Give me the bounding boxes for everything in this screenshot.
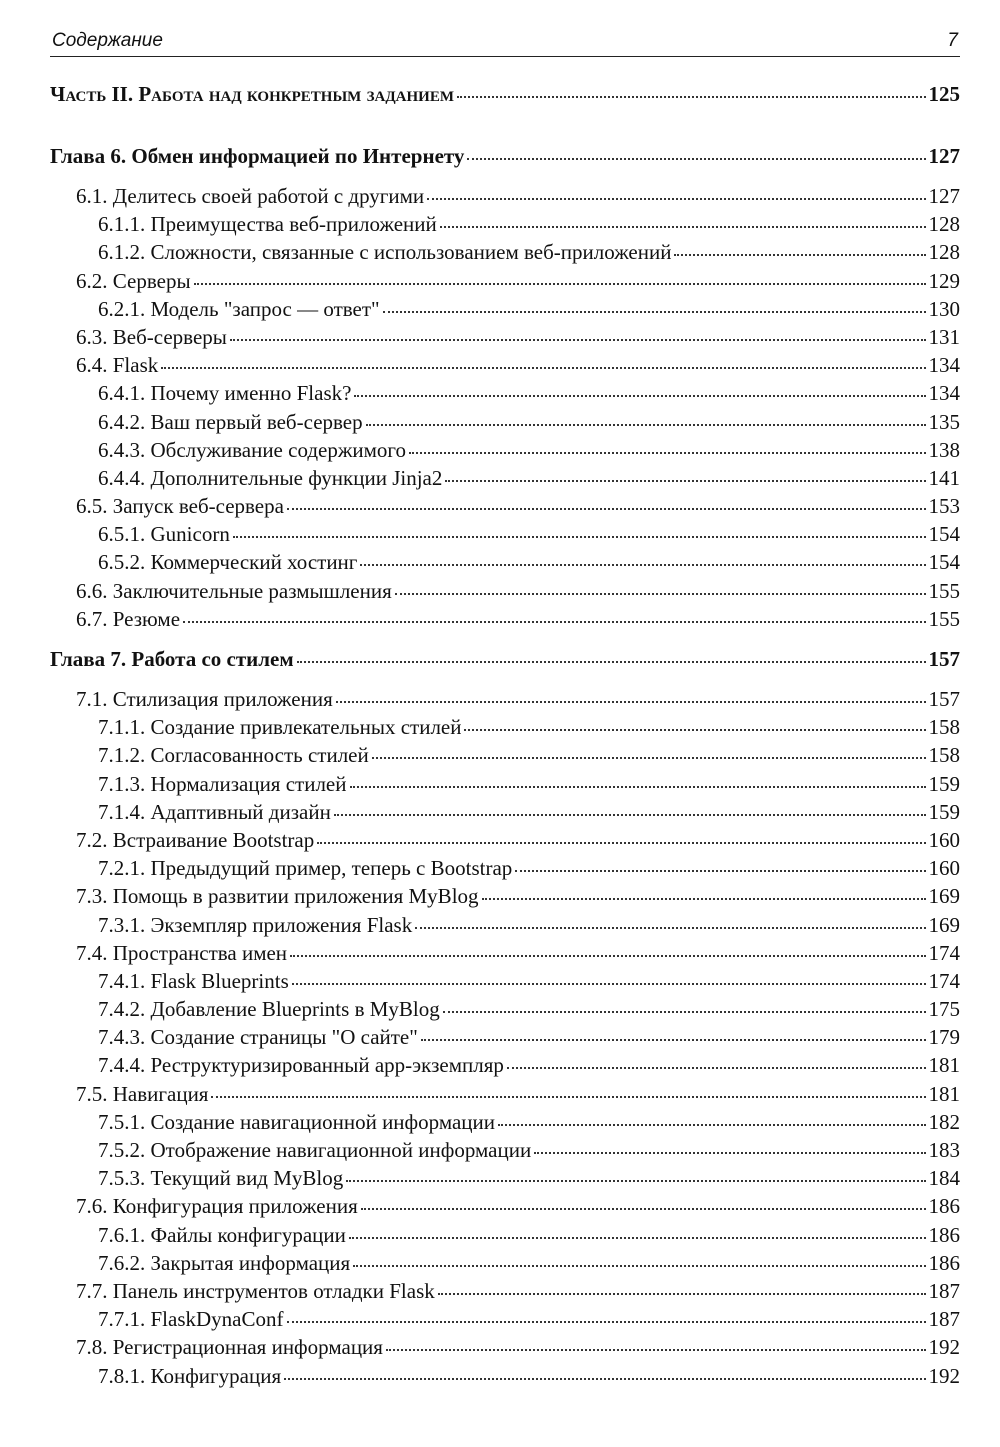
leader-dots <box>230 339 926 341</box>
leader-dots <box>443 1011 926 1013</box>
toc-entry-page: 186 <box>928 1250 960 1275</box>
leader-dots <box>366 424 926 426</box>
leader-dots <box>233 536 926 538</box>
toc-entry-page: 125 <box>928 82 960 106</box>
toc-section-entry[interactable] <box>50 267 960 295</box>
toc-section-entry[interactable] <box>50 1333 960 1361</box>
leader-dots <box>211 1096 925 1098</box>
leader-dots <box>445 480 925 482</box>
toc-entry-label: 6.4. Flask <box>76 353 159 378</box>
leader-dots <box>317 842 925 844</box>
leader-dots <box>427 198 925 200</box>
toc-entry-page: 184 <box>928 1166 960 1191</box>
toc-entry-label: 6.4.2. Ваш первый веб-сервер <box>98 409 363 434</box>
leader-dots <box>415 927 925 929</box>
leader-dots <box>290 955 925 957</box>
toc-entry-page: 157 <box>928 647 960 671</box>
running-header <box>50 28 960 57</box>
leader-dots <box>360 564 925 566</box>
toc-subsection-entry[interactable] <box>50 854 960 882</box>
toc-chapter-entry[interactable] <box>50 645 960 677</box>
toc-entry-label: 7.6.1. Файлы конфигурации <box>98 1222 346 1247</box>
toc-entry-label: 7.4.3. Создание страницы "О сайте" <box>98 1025 418 1050</box>
toc-entry-label: 6.1.2. Сложности, связанные с использованием веб-приложений <box>98 240 672 265</box>
toc-subsection-entry[interactable] <box>50 464 960 492</box>
toc-entry-label: 7.6.2. Закрытая информация <box>98 1250 351 1275</box>
toc-section-entry[interactable] <box>50 577 960 605</box>
leader-dots <box>421 1039 926 1041</box>
leader-dots <box>409 452 926 454</box>
toc-entry-page: 159 <box>928 799 960 824</box>
toc-entry-label: 7.4.1. Flask Blueprints <box>98 968 289 993</box>
toc-entry-page: 155 <box>928 578 960 603</box>
toc-entry-label: 6.4.4. Дополнительные функции Jinja2 <box>98 465 443 490</box>
toc-entry-label: 7.8. Регистрационная информация <box>76 1335 383 1360</box>
toc-entry-label: 7.1.4. Адаптивный дизайн <box>98 799 331 824</box>
toc-entry-page: 192 <box>928 1335 960 1360</box>
leader-dots <box>515 870 925 872</box>
toc-subsection-entry[interactable] <box>50 1051 960 1079</box>
leader-dots <box>464 729 925 731</box>
toc-section-entry[interactable] <box>50 882 960 910</box>
toc-entry-label: 6.1. Делитесь своей работой с другими <box>76 184 425 208</box>
toc-entry-label: 6.6. Заключительные размышления <box>76 578 392 603</box>
toc-entry-page: 160 <box>928 827 960 852</box>
leader-dots <box>482 898 926 900</box>
toc-entry-page: 155 <box>928 606 960 631</box>
spacer <box>50 112 960 142</box>
leader-dots <box>372 757 926 759</box>
toc-entry-label: 7.5.2. Отображение навигационной информации <box>98 1138 532 1162</box>
spacer <box>50 633 960 645</box>
toc-section-entry[interactable] <box>50 351 960 379</box>
toc-section-entry[interactable] <box>50 182 960 210</box>
toc-subsection-entry[interactable] <box>50 1221 960 1249</box>
toc-entry-label: Глава 6. Обмен информацией по Интернету <box>50 144 465 168</box>
toc-entry-label: 7.1.1. Создание привлекательных стилей <box>98 715 462 740</box>
leader-dots <box>194 283 926 285</box>
toc-entry-label: 7.5.3. Текущий вид MyBlog <box>98 1166 344 1191</box>
toc-subsection-entry[interactable] <box>50 1362 960 1390</box>
toc-entry-page: 129 <box>928 268 960 293</box>
toc-entry-page: 134 <box>928 353 960 378</box>
toc-entry-page: 128 <box>928 212 960 237</box>
toc-entry-label: 6.2. Серверы <box>76 268 191 293</box>
toc-entry-label: 6.1.1. Преимущества веб-приложений <box>98 212 437 237</box>
toc-entry-label: Глава 7. Работа со стилем <box>50 647 294 671</box>
toc-entry-page: 154 <box>928 550 960 575</box>
toc-entry-page: 174 <box>928 968 960 993</box>
chapters-container <box>50 112 960 1390</box>
toc-entry-label: 6.7. Резюме <box>76 606 181 631</box>
leader-dots <box>438 1293 926 1295</box>
toc-entry-label: 7.7.1. FlaskDynaConf <box>98 1307 284 1332</box>
toc-subsection-entry[interactable] <box>50 210 960 238</box>
leader-dots <box>507 1067 926 1069</box>
toc-entry-label: 6.5.1. Gunicorn <box>98 522 230 547</box>
leader-dots <box>674 254 925 256</box>
toc-entry-label: 6.5.2. Коммерческий хостинг <box>98 550 358 575</box>
leader-dots <box>349 1237 926 1239</box>
toc-entry-label: 7.7. Панель инструментов отладки Flask <box>76 1278 435 1303</box>
toc-entry-label: 7.1.2. Согласованность стилей <box>98 743 369 768</box>
leader-dots <box>292 983 926 985</box>
toc-entry-page: 169 <box>928 912 960 937</box>
leader-dots <box>534 1152 925 1154</box>
toc-subsection-entry[interactable] <box>50 1164 960 1192</box>
toc-section-entry[interactable] <box>50 323 960 351</box>
toc-entry-label: 7.2.1. Предыдущий пример, теперь с Bootstrap <box>98 856 513 881</box>
toc-entry-page: 181 <box>928 1081 960 1106</box>
toc-entry-page: 153 <box>928 494 960 519</box>
leader-dots <box>383 311 926 313</box>
running-header-title: Содержание <box>52 30 163 51</box>
table-of-contents <box>50 80 960 1390</box>
leader-dots <box>297 661 926 663</box>
leader-dots <box>161 367 925 369</box>
toc-entry-page: 187 <box>928 1278 960 1303</box>
leader-dots <box>346 1180 925 1182</box>
toc-section-entry[interactable] <box>50 685 960 713</box>
spacer <box>50 677 960 685</box>
toc-entry-label: 6.2.1. Модель "запрос — ответ" <box>98 296 380 321</box>
toc-subsection-entry[interactable] <box>50 1023 960 1051</box>
toc-entry-page: 128 <box>928 240 960 265</box>
toc-entry-label: 6.5. Запуск веб-сервера <box>76 494 284 519</box>
leader-dots <box>361 1208 926 1210</box>
leader-dots <box>395 593 926 595</box>
toc-entry-page: 154 <box>928 522 960 547</box>
leader-dots <box>287 508 926 510</box>
toc-entry-page: 181 <box>928 1053 960 1078</box>
toc-entry-page: 138 <box>928 437 960 462</box>
toc-entry-label: 7.8.1. Конфигурация <box>98 1363 282 1388</box>
toc-section-entry[interactable] <box>50 826 960 854</box>
toc-entry-page: 175 <box>928 997 960 1022</box>
toc-section-entry[interactable] <box>50 1080 960 1108</box>
toc-entry-page: 182 <box>928 1109 960 1134</box>
spacer <box>50 174 960 182</box>
toc-entry-page: 159 <box>928 771 960 796</box>
toc-subsection-entry[interactable] <box>50 520 960 548</box>
toc-entry-page: 186 <box>928 1194 960 1219</box>
toc-entry-page: 187 <box>928 1307 960 1332</box>
toc-entry-label: 7.1.3. Нормализация стилей <box>98 771 347 796</box>
leader-dots <box>336 701 926 703</box>
toc-subsection-entry[interactable] <box>50 408 960 436</box>
toc-subsection-entry[interactable] <box>50 379 960 407</box>
toc-entry-page: 127 <box>928 184 960 208</box>
leader-dots <box>287 1321 926 1323</box>
leader-dots <box>467 158 925 160</box>
toc-subsection-entry[interactable] <box>50 548 960 576</box>
toc-entry-label: 7.1. Стилизация приложения <box>76 687 333 711</box>
toc-section-entry[interactable] <box>50 1192 960 1220</box>
toc-chapter-entry[interactable] <box>50 142 960 174</box>
toc-subsection-entry[interactable] <box>50 436 960 464</box>
toc-section-entry[interactable] <box>50 939 960 967</box>
toc-entry-page: 135 <box>928 409 960 434</box>
toc-section-entry[interactable] <box>50 1277 960 1305</box>
toc-subsection-entry[interactable] <box>50 238 960 266</box>
toc-subsection-entry[interactable] <box>50 295 960 323</box>
toc-entry-label: Часть II. Работа над конкретным заданием <box>50 82 454 106</box>
toc-entry-label: 6.3. Веб-серверы <box>76 324 227 349</box>
toc-section-entry[interactable] <box>50 605 960 633</box>
running-header-page-number: 7 <box>947 30 958 51</box>
toc-subsection-entry[interactable] <box>50 741 960 769</box>
toc-entry-page: 169 <box>928 884 960 909</box>
toc-entry-label: 7.5. Навигация <box>76 1081 209 1106</box>
toc-entry-page: 158 <box>928 743 960 768</box>
toc-entry-label: 7.4. Пространства имен <box>76 940 288 965</box>
leader-dots <box>498 1124 925 1126</box>
toc-entry-label: 6.4.3. Обслуживание содержимого <box>98 437 406 462</box>
toc-subsection-entry[interactable] <box>50 1305 960 1333</box>
toc-entry-page: 179 <box>928 1025 960 1050</box>
toc-part-entry[interactable] <box>50 80 960 112</box>
leader-dots <box>440 226 926 228</box>
toc-subsection-entry[interactable] <box>50 1249 960 1277</box>
toc-entry-label: 7.3. Помощь в развитии приложения MyBlog <box>76 884 479 909</box>
toc-subsection-entry[interactable] <box>50 995 960 1023</box>
leader-dots <box>457 96 926 98</box>
leader-dots <box>386 1349 926 1351</box>
leader-dots <box>350 786 926 788</box>
toc-entry-page: 130 <box>928 296 960 321</box>
leader-dots <box>354 395 925 397</box>
toc-entry-page: 192 <box>928 1363 960 1388</box>
toc-entry-page: 141 <box>928 465 960 490</box>
toc-entry-page: 183 <box>928 1138 960 1162</box>
toc-entry-label: 7.6. Конфигурация приложения <box>76 1194 358 1219</box>
leader-dots <box>353 1265 925 1267</box>
toc-entry-page: 186 <box>928 1222 960 1247</box>
toc-entry-page: 131 <box>928 324 960 349</box>
toc-entry-label: 7.5.1. Создание навигационной информации <box>98 1109 496 1134</box>
toc-entry-page: 158 <box>928 715 960 740</box>
toc-subsection-entry[interactable] <box>50 713 960 741</box>
toc-entry-page: 127 <box>928 144 960 168</box>
toc-entry-label: 7.2. Встраивание Bootstrap <box>76 827 315 852</box>
toc-subsection-entry[interactable] <box>50 911 960 939</box>
leader-dots <box>284 1378 925 1380</box>
toc-subsection-entry[interactable] <box>50 1136 960 1164</box>
toc-subsection-entry[interactable] <box>50 798 960 826</box>
toc-entry-page: 157 <box>928 687 960 711</box>
toc-subsection-entry[interactable] <box>50 967 960 995</box>
toc-entry-page: 174 <box>928 940 960 965</box>
leader-dots <box>334 814 926 816</box>
leader-dots <box>183 621 925 623</box>
toc-subsection-entry[interactable] <box>50 770 960 798</box>
toc-entry-label: 7.4.4. Реструктуризированный app-экземпляр <box>98 1053 504 1078</box>
toc-entry-page: 160 <box>928 856 960 881</box>
toc-subsection-entry[interactable] <box>50 1108 960 1136</box>
toc-entry-label: 6.4.1. Почему именно Flask? <box>98 381 352 406</box>
toc-entry-label: 7.3.1. Экземпляр приложения Flask <box>98 912 413 937</box>
toc-entry-page: 134 <box>928 381 960 406</box>
toc-entry-label: 7.4.2. Добавление Blueprints в MyBlog <box>98 997 440 1022</box>
toc-section-entry[interactable] <box>50 492 960 520</box>
